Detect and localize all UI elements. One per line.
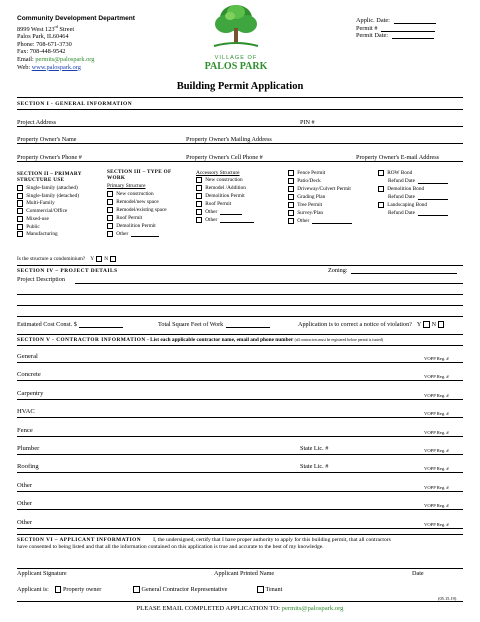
certification-statement-1: I, the undersigned, certify that I have proper authority to apply for this building permit, that all contractors	[153, 537, 391, 543]
misc-permit-1-checkbox[interactable]	[288, 178, 294, 184]
violation-question: Application is to correct a notice of violation?	[298, 321, 412, 328]
section5-note: (all contractors must be registered before permit is issued)	[294, 338, 383, 342]
contractor-reg-label-1: VOPP Reg. #	[424, 374, 449, 380]
violation-no-label: N	[431, 321, 437, 328]
accessory-work-5-label: Other	[205, 217, 218, 223]
contractor-line-9[interactable]	[17, 528, 463, 529]
permit-number-field[interactable]	[381, 25, 435, 32]
misc-permit-2-checkbox[interactable]	[288, 186, 294, 192]
office-use-block	[356, 17, 466, 40]
accessory-work-3-row	[196, 201, 231, 207]
misc-permit-5-row	[288, 210, 323, 216]
contractor-name-2: Carpentry	[17, 389, 44, 397]
accessory-work-3-label: Roof Permit	[205, 201, 232, 207]
structure-use-1-checkbox[interactable]	[17, 193, 23, 199]
village-logo	[196, 2, 276, 70]
section5-divider	[17, 345, 463, 346]
bond-1-row	[378, 186, 424, 192]
version-code: (05.15.19)	[438, 596, 457, 601]
bond-0-label: ROW Bond	[387, 170, 413, 176]
sq-ft-field[interactable]	[226, 321, 270, 328]
section5-heading: SECTION V - CONTRACTOR INFORMATION	[17, 337, 146, 343]
owner-name-label: Property Owner's Name	[17, 136, 77, 143]
zoning-label: Zoning:	[328, 267, 348, 274]
condo-yes-checkbox[interactable]	[96, 256, 102, 262]
primary-work-0-row	[107, 191, 154, 197]
permit-number-row	[356, 25, 466, 33]
condo-yes-label: Y	[90, 256, 95, 263]
primary-work-2-row	[107, 207, 167, 213]
section6-heading: SECTION VI – APPLICANT INFORMATION	[17, 537, 142, 543]
form-title: Building Permit Application	[176, 81, 304, 92]
tree-logo-icon	[196, 2, 276, 50]
bond-2-row	[378, 202, 427, 208]
permit-date-label: Permit Date:	[356, 32, 389, 40]
structure-use-4-row	[17, 216, 49, 222]
accessory-work-0-row	[196, 177, 243, 183]
section2-heading-line1: SECTION II – PRIMARY	[17, 171, 82, 177]
applicant-is-row	[17, 586, 282, 593]
section4-divider-top	[17, 265, 463, 266]
department-contact-block	[17, 15, 167, 71]
misc-permit-6-checkbox[interactable]	[288, 218, 294, 224]
accessory-structure-label: Accessory Structure	[196, 170, 240, 176]
accessory-work-4-row	[196, 209, 242, 215]
bond-refund-row-1	[388, 194, 448, 200]
web-line	[17, 64, 167, 72]
contractor-name-6: Roofing	[17, 463, 39, 471]
primary-work-5-label: Other	[116, 231, 129, 237]
misc-permit-6-line[interactable]	[312, 218, 352, 224]
contractor-name-8: Other	[17, 500, 33, 508]
accessory-work-1-checkbox[interactable]	[196, 185, 202, 191]
structure-use-3-label: Commercial/Office	[26, 208, 68, 215]
applic-date-field[interactable]	[394, 17, 436, 24]
applicant-is-label: Applicant is:	[17, 586, 49, 593]
primary-work-0-checkbox[interactable]	[107, 191, 113, 197]
primary-structure-label: Primary Structure	[107, 183, 146, 189]
project-address-field[interactable]	[17, 126, 463, 127]
owner-phone-field[interactable]	[17, 161, 463, 162]
primary-work-2-checkbox[interactable]	[107, 207, 113, 213]
accessory-work-2-checkbox[interactable]	[196, 193, 202, 199]
condo-question: Is the structure a condominium?	[17, 256, 86, 263]
certification-statement-2: have consented to being listed and that all the information contained on this application is true and accurate to the best of my knowledge.	[17, 544, 324, 551]
bond-1-label: Demolition Bond	[387, 186, 425, 192]
structure-use-2-row	[17, 200, 55, 206]
zoning-row	[328, 267, 457, 274]
misc-permit-4-checkbox[interactable]	[288, 202, 294, 208]
misc-permit-3-row	[288, 194, 325, 200]
gc-representative-option: General Contractor Representative	[141, 586, 228, 593]
section5-instructions: - List each applicable contractor name, email and phone number	[145, 337, 294, 343]
tenant-checkbox[interactable]	[257, 586, 263, 592]
accessory-work-2-label: Demolition Permit	[205, 193, 245, 199]
contractor-reg-label-3: VOPP Reg. #	[424, 411, 449, 417]
contractor-reg-label-0: VOPP Reg. #	[424, 356, 449, 361]
structure-use-5-label: Public	[26, 223, 40, 230]
contractor-name-1: Concrete	[17, 371, 41, 379]
owner-email-label: Property Owner's E-mail Address	[356, 154, 440, 161]
bond-0-checkbox[interactable]	[378, 170, 384, 176]
accessory-work-4-line[interactable]	[220, 209, 242, 215]
contractor-name-0: General	[17, 353, 38, 360]
bond-refund-field-1[interactable]	[418, 194, 448, 200]
pin-label: PIN #	[300, 119, 315, 126]
structure-use-4-checkbox[interactable]	[17, 216, 23, 222]
primary-work-3-label: Roof Permit	[116, 215, 143, 221]
address-line-1	[17, 23, 167, 34]
contractor-line-1[interactable]	[17, 380, 463, 381]
contractor-reg-label-9: VOPP Reg. #	[424, 521, 449, 527]
applic-date-label: Applic. Date:	[356, 17, 390, 24]
sq-ft-row	[158, 321, 270, 328]
tenant-option: Tenant	[265, 586, 283, 593]
contractor-line-6[interactable]	[17, 472, 463, 473]
accessory-work-2-row	[196, 193, 245, 199]
description-line-2[interactable]	[17, 294, 463, 295]
bond-refund-field-0[interactable]	[418, 178, 448, 184]
accessory-work-0-checkbox[interactable]	[196, 177, 202, 183]
est-cost-label: Estimated Cost Const. $	[17, 321, 77, 328]
primary-work-1-row	[107, 199, 159, 205]
owner-mailing-label: Property Owner's Mailing Address	[186, 136, 272, 143]
address-line-2: Palos Park, IL60464	[17, 33, 69, 41]
structure-use-6-label: Manufacturing	[26, 231, 58, 238]
description-line-4[interactable]	[17, 316, 463, 317]
contractor-line-4[interactable]	[17, 436, 463, 437]
misc-permit-4-label: Tree Permit	[297, 202, 323, 208]
accessory-work-5-row	[196, 217, 254, 223]
section5-heading-row	[17, 337, 383, 343]
section3-heading	[107, 169, 171, 181]
address-street-end: Street	[57, 25, 75, 33]
section6-block	[17, 537, 463, 551]
primary-work-0-label: New construction	[116, 191, 154, 197]
accessory-work-5-checkbox[interactable]	[196, 217, 202, 223]
misc-permit-6-label: Other	[297, 218, 310, 224]
bond-refund-label-1: Refund Date	[388, 193, 415, 200]
address-street: 8999 West 123	[17, 25, 55, 33]
web-label: Web:	[17, 63, 32, 71]
web-link[interactable]: www.palospark.org	[31, 63, 81, 71]
contractor-line-3[interactable]	[17, 417, 463, 418]
zoning-field[interactable]	[351, 267, 457, 274]
accessory-work-5-line[interactable]	[220, 217, 254, 223]
structure-use-1-label: Single-family (detached)	[26, 192, 79, 199]
misc-permit-2-row	[288, 186, 351, 192]
logo-palos-park: PALOS PARK	[204, 61, 268, 72]
violation-row	[298, 321, 444, 328]
bond-refund-label-0: Refund Date	[388, 177, 415, 184]
contractor-line-7[interactable]	[17, 491, 463, 492]
primary-work-5-row	[107, 231, 159, 237]
est-cost-field[interactable]	[79, 321, 123, 328]
misc-permit-1-row	[288, 178, 321, 184]
gc-representative-checkbox[interactable]	[133, 586, 139, 592]
accessory-work-1-label: Remodel /Addition	[205, 185, 246, 191]
structure-use-3-checkbox[interactable]	[17, 208, 23, 214]
bond-2-checkbox[interactable]	[378, 202, 384, 208]
title-divider	[17, 97, 463, 98]
property-owner-option: Property owner	[62, 586, 102, 593]
email-line	[17, 56, 167, 64]
contractor-name-3: HVAC	[17, 408, 35, 416]
contractor-line-0[interactable]	[17, 362, 463, 363]
contractor-reg-label-2: VOPP Reg. #	[424, 392, 449, 398]
primary-work-4-checkbox[interactable]	[107, 223, 113, 229]
contractor-reg-label-7: VOPP Reg. #	[424, 484, 449, 490]
footer-text: PLEASE EMAIL COMPLETED APPLICATION TO:	[136, 605, 282, 612]
phone-line: Phone: 708-671-3730	[17, 40, 72, 48]
contractor-reg-label-5: VOPP Reg. #	[424, 448, 449, 453]
misc-permit-5-checkbox[interactable]	[288, 210, 294, 216]
contractor-name-5: Plumber	[17, 445, 40, 452]
email-label: Email:	[17, 56, 36, 64]
owner-cell-label: Property Owner's Cell Phone #	[186, 154, 263, 161]
permit-number-label: Permit #	[356, 24, 378, 32]
condo-no-label: N	[104, 256, 109, 263]
primary-work-3-row	[107, 215, 142, 221]
permit-date-field[interactable]	[392, 32, 434, 39]
bond-refund-row-0	[388, 178, 448, 184]
contractor-line-2[interactable]	[17, 399, 463, 400]
fax-line: Fax: 708-448-9542	[17, 48, 66, 56]
contractor-reg-label-4: VOPP Reg. #	[424, 429, 449, 435]
section1-heading: SECTION I - GENERAL INFORMATION	[17, 101, 133, 107]
bond-1-checkbox[interactable]	[378, 186, 384, 192]
project-address-label: Project Address	[17, 119, 57, 126]
contractor-name-4: Fence	[17, 426, 33, 434]
structure-use-6-row	[17, 231, 58, 237]
section5-divider-top	[17, 334, 463, 335]
description-line-1[interactable]	[75, 283, 463, 284]
bond-refund-row-2	[388, 210, 448, 216]
section4-heading: SECTION IV – PROJECT DETAILS	[17, 268, 118, 274]
footer-email-link[interactable]: permits@palospark.org	[281, 605, 344, 612]
primary-work-2-label: Remodel/existing space	[116, 207, 167, 213]
footer-divider	[17, 601, 463, 602]
violation-yes-checkbox[interactable]	[423, 321, 429, 327]
structure-use-5-checkbox[interactable]	[17, 224, 23, 230]
sq-ft-label: Total Square Feet of Work	[158, 321, 224, 328]
description-line-3[interactable]	[17, 305, 463, 306]
bond-refund-label-2: Refund Date	[388, 209, 415, 216]
structure-use-2-checkbox[interactable]	[17, 200, 23, 206]
condo-no-checkbox[interactable]	[110, 256, 116, 262]
structure-use-0-checkbox[interactable]	[17, 185, 23, 191]
signature-line[interactable]	[17, 568, 463, 569]
applicant-signature-label: Applicant Signature	[17, 570, 67, 577]
misc-permit-0-row	[288, 170, 325, 176]
property-owner-checkbox[interactable]	[55, 586, 61, 592]
bond-2-label: Landscaping Bond	[387, 202, 428, 208]
est-cost-row	[17, 321, 123, 328]
section6-divider-top	[17, 534, 463, 535]
misc-permit-5-label: Survey/Plan	[297, 210, 324, 216]
misc-permit-1-label: Patio/Deck	[297, 178, 321, 184]
structure-use-4-label: Mixed-use	[26, 215, 49, 222]
misc-permit-4-row	[288, 202, 322, 208]
accessory-work-4-label: Other	[205, 209, 218, 215]
condo-question-row	[17, 256, 116, 262]
owner-name-field[interactable]	[17, 143, 463, 144]
accessory-work-4-checkbox[interactable]	[196, 209, 202, 215]
primary-work-4-row	[107, 223, 156, 229]
primary-work-1-checkbox[interactable]	[107, 199, 113, 205]
project-description-label: Project Description	[17, 276, 65, 283]
signature-date-label: Date	[412, 570, 424, 577]
contractor-state-lic-5: State Lic. #	[300, 445, 329, 452]
logo-village-of: VILLAGE OF	[214, 55, 258, 61]
contractor-line-5[interactable]	[17, 454, 463, 455]
applicant-printed-name-label: Applicant Printed Name	[214, 570, 275, 577]
primary-work-4-label: Demolition Permit	[116, 223, 156, 229]
misc-permit-3-checkbox[interactable]	[288, 194, 294, 200]
permit-date-row	[356, 32, 466, 40]
structure-use-0-row	[17, 185, 78, 191]
contractor-reg-label-8: VOPP Reg. #	[424, 503, 449, 509]
bond-refund-field-2[interactable]	[418, 210, 448, 216]
address-sup: rd	[54, 23, 58, 29]
structure-use-3-row	[17, 208, 67, 214]
owner-phone-label: Property Owner's Phone #	[17, 154, 82, 161]
contractor-reg-label-6: VOPP Reg. #	[424, 466, 449, 472]
violation-no-checkbox[interactable]	[438, 321, 444, 327]
structure-use-1-row	[17, 193, 79, 199]
accessory-work-0-label: New construction	[205, 177, 243, 183]
structure-use-5-row	[17, 224, 40, 230]
misc-permit-0-label: Fence Permit	[297, 170, 326, 176]
email-link[interactable]: permits@palospark.org	[35, 56, 95, 64]
section1-divider	[17, 109, 463, 110]
section2-heading-line2: STRUCTURE USE	[17, 177, 65, 183]
footer-line	[0, 605, 480, 612]
structure-use-6-checkbox[interactable]	[17, 231, 23, 237]
primary-work-1-label: Remodel/new space	[116, 199, 159, 205]
structure-use-0-label: Single-family (attached)	[26, 185, 78, 191]
applic-date-row	[356, 17, 466, 25]
section2-heading	[17, 171, 82, 183]
misc-permit-6-row	[288, 218, 352, 224]
violation-yes-label: Y	[416, 321, 422, 328]
primary-work-3-checkbox[interactable]	[107, 215, 113, 221]
accessory-work-1-row	[196, 185, 246, 191]
contractor-name-7: Other	[17, 481, 33, 489]
department-name: Community Development Department	[17, 15, 135, 22]
misc-permit-3-label: Grading Plan	[297, 194, 326, 200]
structure-use-2-label: Multi-Family	[26, 200, 55, 207]
primary-work-5-line[interactable]	[131, 231, 159, 237]
misc-permit-0-checkbox[interactable]	[288, 170, 294, 176]
section3-heading-line2: WORK	[107, 175, 126, 181]
contractor-name-9: Other	[17, 518, 33, 526]
accessory-work-3-checkbox[interactable]	[196, 201, 202, 207]
primary-work-5-checkbox[interactable]	[107, 231, 113, 237]
contractor-line-8[interactable]	[17, 509, 463, 510]
contractor-state-lic-6: State Lic. #	[300, 463, 329, 471]
misc-permit-2-label: Driveway/Culvert Permit	[297, 186, 351, 192]
section3-heading-line1: SECTION III – TYPE OF	[107, 169, 172, 175]
bond-0-row	[378, 170, 412, 176]
